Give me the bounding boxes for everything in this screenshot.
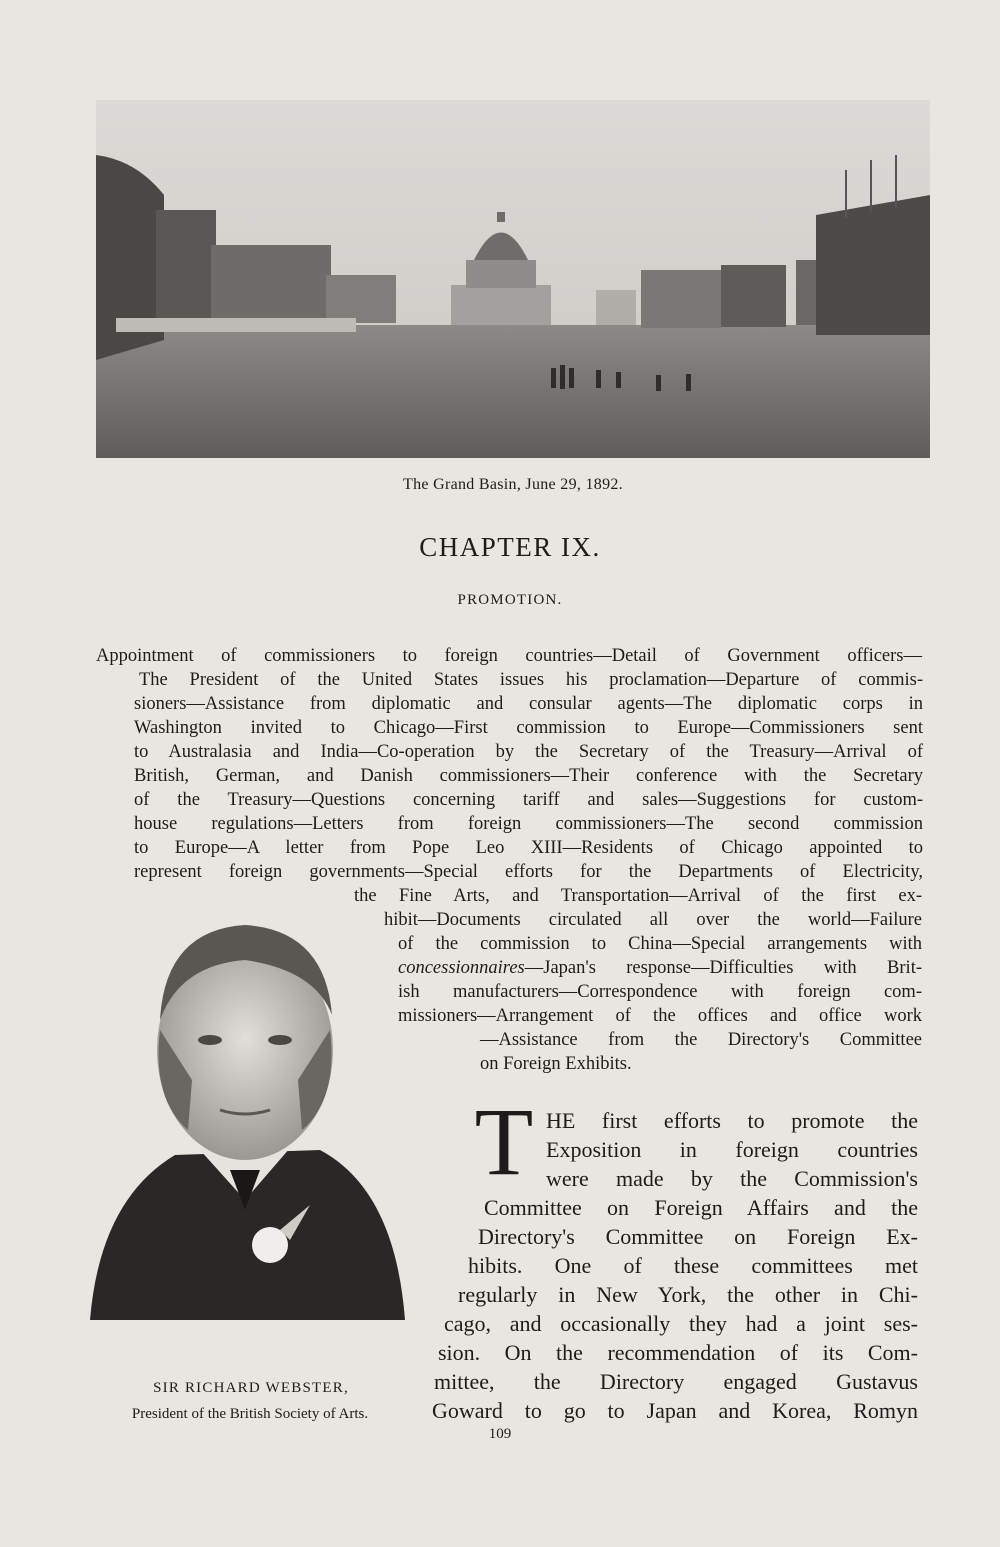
chapter-subtitle: PROMOTION. [457, 592, 563, 608]
synopsis-line: hibit—Documents circulated all over the world—Failure [384, 910, 922, 930]
synopsis-line: —Assistance from the Directory's Committee [480, 1030, 922, 1050]
synopsis-line: missioners—Arrangement of the offices and office work [398, 1006, 922, 1026]
portrait-name: SIR RICHARD WEBSTER, [153, 1380, 349, 1396]
synopsis-line: The President of the United States issues his proclamation—Departure of commis- [139, 670, 923, 690]
body-line: Directory's Committee on Foreign Ex- [478, 1224, 918, 1249]
synopsis-line: of the commission to China—Special arrangements with [398, 934, 922, 954]
synopsis-line: house regulations—Letters from foreign commissioners—The second commission [134, 814, 923, 834]
synopsis-line: to Europe—A letter from Pope Leo XIII—Residents of Chicago appointed to [134, 838, 923, 858]
synopsis-line: Washington invited to Chicago—First commission to Europe—Commissioners sent [134, 718, 923, 738]
synopsis-line: of the Treasury—Questions concerning tariff and sales—Suggestions for custom- [134, 790, 923, 810]
synopsis-line: sioners—Assistance from diplomatic and consular agents—The diplomatic corps in [134, 694, 923, 714]
body-line: Committee on Foreign Affairs and the [484, 1195, 918, 1220]
body-line: mittee, the Directory engaged Gustavus [434, 1369, 918, 1394]
synopsis-line: ish manufacturers—Correspondence with foreign com- [398, 982, 922, 1002]
body-line: Exposition in foreign countries [546, 1137, 918, 1162]
italic-line-rest: —Japan's response—Difficulties with Brit- [524, 958, 922, 978]
portrait-photograph [80, 900, 410, 1340]
synopsis-line: the Fine Arts, and Transportation—Arrival of the first ex- [354, 886, 922, 906]
photo-caption: The Grand Basin, June 29, 1892. [403, 476, 623, 493]
body-line: Goward to go to Japan and Korea, Romyn [432, 1398, 918, 1423]
synopsis-line-italic [398, 956, 922, 980]
synopsis-line: Appointment of commissioners to foreign countries—Detail of Government officers— [96, 646, 922, 666]
body-line: were made by the Commission's [546, 1166, 918, 1191]
portrait-title: President of the British Society of Arts. [131, 1406, 369, 1422]
synopsis-line: represent foreign governments—Special efforts for the Departments of Electricity, [134, 862, 923, 882]
drop-cap: T [474, 1088, 534, 1195]
body-line: hibits. One of these committees met [468, 1253, 918, 1278]
body-line: cago, and occasionally they had a joint ses- [444, 1311, 918, 1336]
grand-basin-photograph [96, 100, 930, 458]
italic-term: concessionnaires [398, 958, 525, 978]
page-number: 109 [488, 1426, 512, 1442]
body-line: sion. On the recommendation of its Com- [438, 1340, 918, 1365]
synopsis-line: British, German, and Danish commissioners—Their conference with the Secretary [134, 766, 923, 786]
synopsis-line: to Australasia and India—Co-operation by the Secretary of the Treasury—Arrival of [134, 742, 923, 762]
chapter-title: CHAPTER IX. [419, 532, 601, 562]
body-line: HE first efforts to promote the [546, 1108, 918, 1133]
body-line: regularly in New York, the other in Chi- [458, 1282, 918, 1307]
synopsis-line: on Foreign Exhibits. [480, 1054, 632, 1074]
